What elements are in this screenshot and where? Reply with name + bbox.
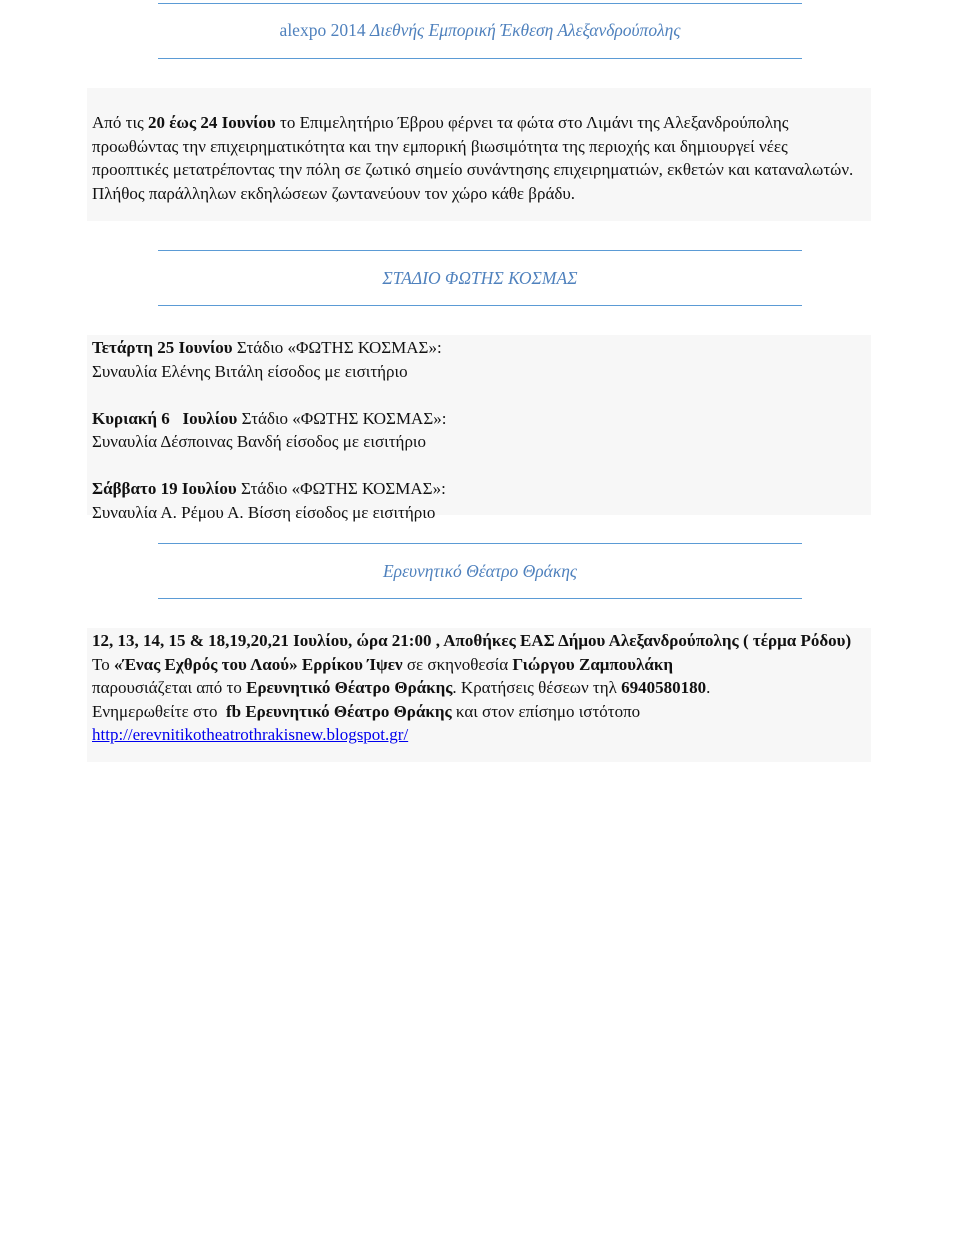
theatre-text: και στον επίσημο ιστότοπο: [451, 701, 641, 721]
stadium-rule-top: [158, 250, 802, 251]
theatre-block: [87, 628, 871, 762]
theatre-rule-bottom: [158, 598, 802, 599]
event-date: Σάββατο 19 Ιουλίου: [92, 479, 237, 498]
theatre-phone: 6940580180: [621, 678, 707, 697]
theatre-heading-text: Ερευνητικό Θέατρο Θράκης: [382, 561, 578, 581]
event-item: [92, 336, 866, 360]
stadium-rule-bottom: [158, 305, 802, 306]
theatre-text: Ενημερωθείτε στο: [92, 701, 226, 721]
theatre-text: . Κρατήσεις θέσεων τηλ: [452, 678, 622, 697]
theatre-dates-text: 12, 13, 14, 15 & 18,19,20,21 Ιουλίου, ώρα 21:00 , Αποθήκες ΕΑΣ Δήμου Αλεξανδρούπολης ( τέρμα Ρόδου): [92, 631, 852, 650]
header-rule-top: [158, 3, 802, 4]
intro-dates: 20 έως 24 Ιουνίου: [148, 113, 276, 132]
header-prefix: alexpo 2014: [279, 20, 366, 40]
intro-paragraph: [92, 111, 866, 205]
event-description: Συναυλία Ελένης Βιτάλη είσοδος με εισιτήριο: [92, 361, 408, 381]
theatre-text: παρουσιάζεται από το: [92, 678, 247, 697]
theatre-dates: [92, 629, 866, 653]
event-venue: Στάδιο «ΦΩΤΗΣ ΚΟΣΜΑΣ»:: [236, 479, 446, 498]
stadium-heading-text: ΣΤΑΔΙΟ ΦΩΤΗΣ ΚΟΣΜΑΣ: [382, 268, 578, 288]
page-header: [0, 20, 960, 41]
theatre-director: Γιώργου Ζαμπουλάκη: [512, 654, 674, 674]
theatre-text: .: [706, 678, 711, 697]
event-venue: Στάδιο «ΦΩΤΗΣ ΚΟΣΜΑΣ»:: [232, 338, 442, 357]
event-date: Τετάρτη 25 Ιουνίου: [92, 338, 233, 357]
theatre-company: Ερευνητικό Θέατρο Θράκης: [246, 678, 453, 697]
theatre-play-title: «Ένας Εχθρός του Λαού» Ερρίκου Ίψεν: [113, 654, 403, 674]
event-description: Συναυλία Δέσποινας Βανδή είσοδος με εισιτήριο: [92, 432, 427, 451]
event-venue: Στάδιο «ΦΩΤΗΣ ΚΟΣΜΑΣ»:: [237, 408, 447, 428]
theatre-play-line: [92, 653, 866, 677]
intro-text-body: το Επιμελητήριο Έβρου φέρνει τα φώτα στο Λιμάνι της Αλεξανδρούπολης προωθώντας την επιχειρηματικότητα και την εμπορική βιωσιμότητα της περιοχής και δημιουργεί νέες προοπτικές μετατρέποντας την πόλη σε ζωτικό σημείο συνάντησης επιχειρηματιών, εκθετών και καταναλωτών. Πλήθος παράλληλων εκδηλώσεων ζωντανεύουν τον χώρο κάθε βράδυ.: [92, 113, 854, 203]
theatre-info-line: [92, 700, 866, 724]
header-rule-bottom: [158, 58, 802, 59]
theatre-company-line: [92, 676, 866, 700]
stadium-heading: [0, 268, 960, 289]
event-date: Κυριακή 6 Ιουλίου: [92, 408, 238, 428]
theatre-text: σε σκηνοθεσία: [402, 654, 513, 674]
intro-text-start: Από τις: [92, 113, 148, 132]
header-title: Διεθνής Εμπορική Έκθεση Αλεξανδρούπολης: [369, 20, 681, 40]
theatre-fb: fb Ερευνητικό Θέατρο Θράκης: [225, 701, 452, 721]
theatre-url-line: [92, 723, 866, 747]
theatre-heading: [0, 561, 960, 582]
event-description: Συναυλία Α. Ρέμου Α. Βίσση είσοδος με εισιτήριο: [92, 502, 436, 522]
theatre-website-link[interactable]: http://erevnitikotheatrothrakisnew.blogspot.gr/: [92, 725, 409, 744]
stadium-events-block: [87, 335, 871, 522]
theatre-text: Το: [92, 654, 114, 674]
event-item: [92, 407, 866, 431]
theatre-rule-top: [158, 543, 802, 544]
event-item: [92, 477, 866, 501]
intro-block: [87, 88, 871, 221]
